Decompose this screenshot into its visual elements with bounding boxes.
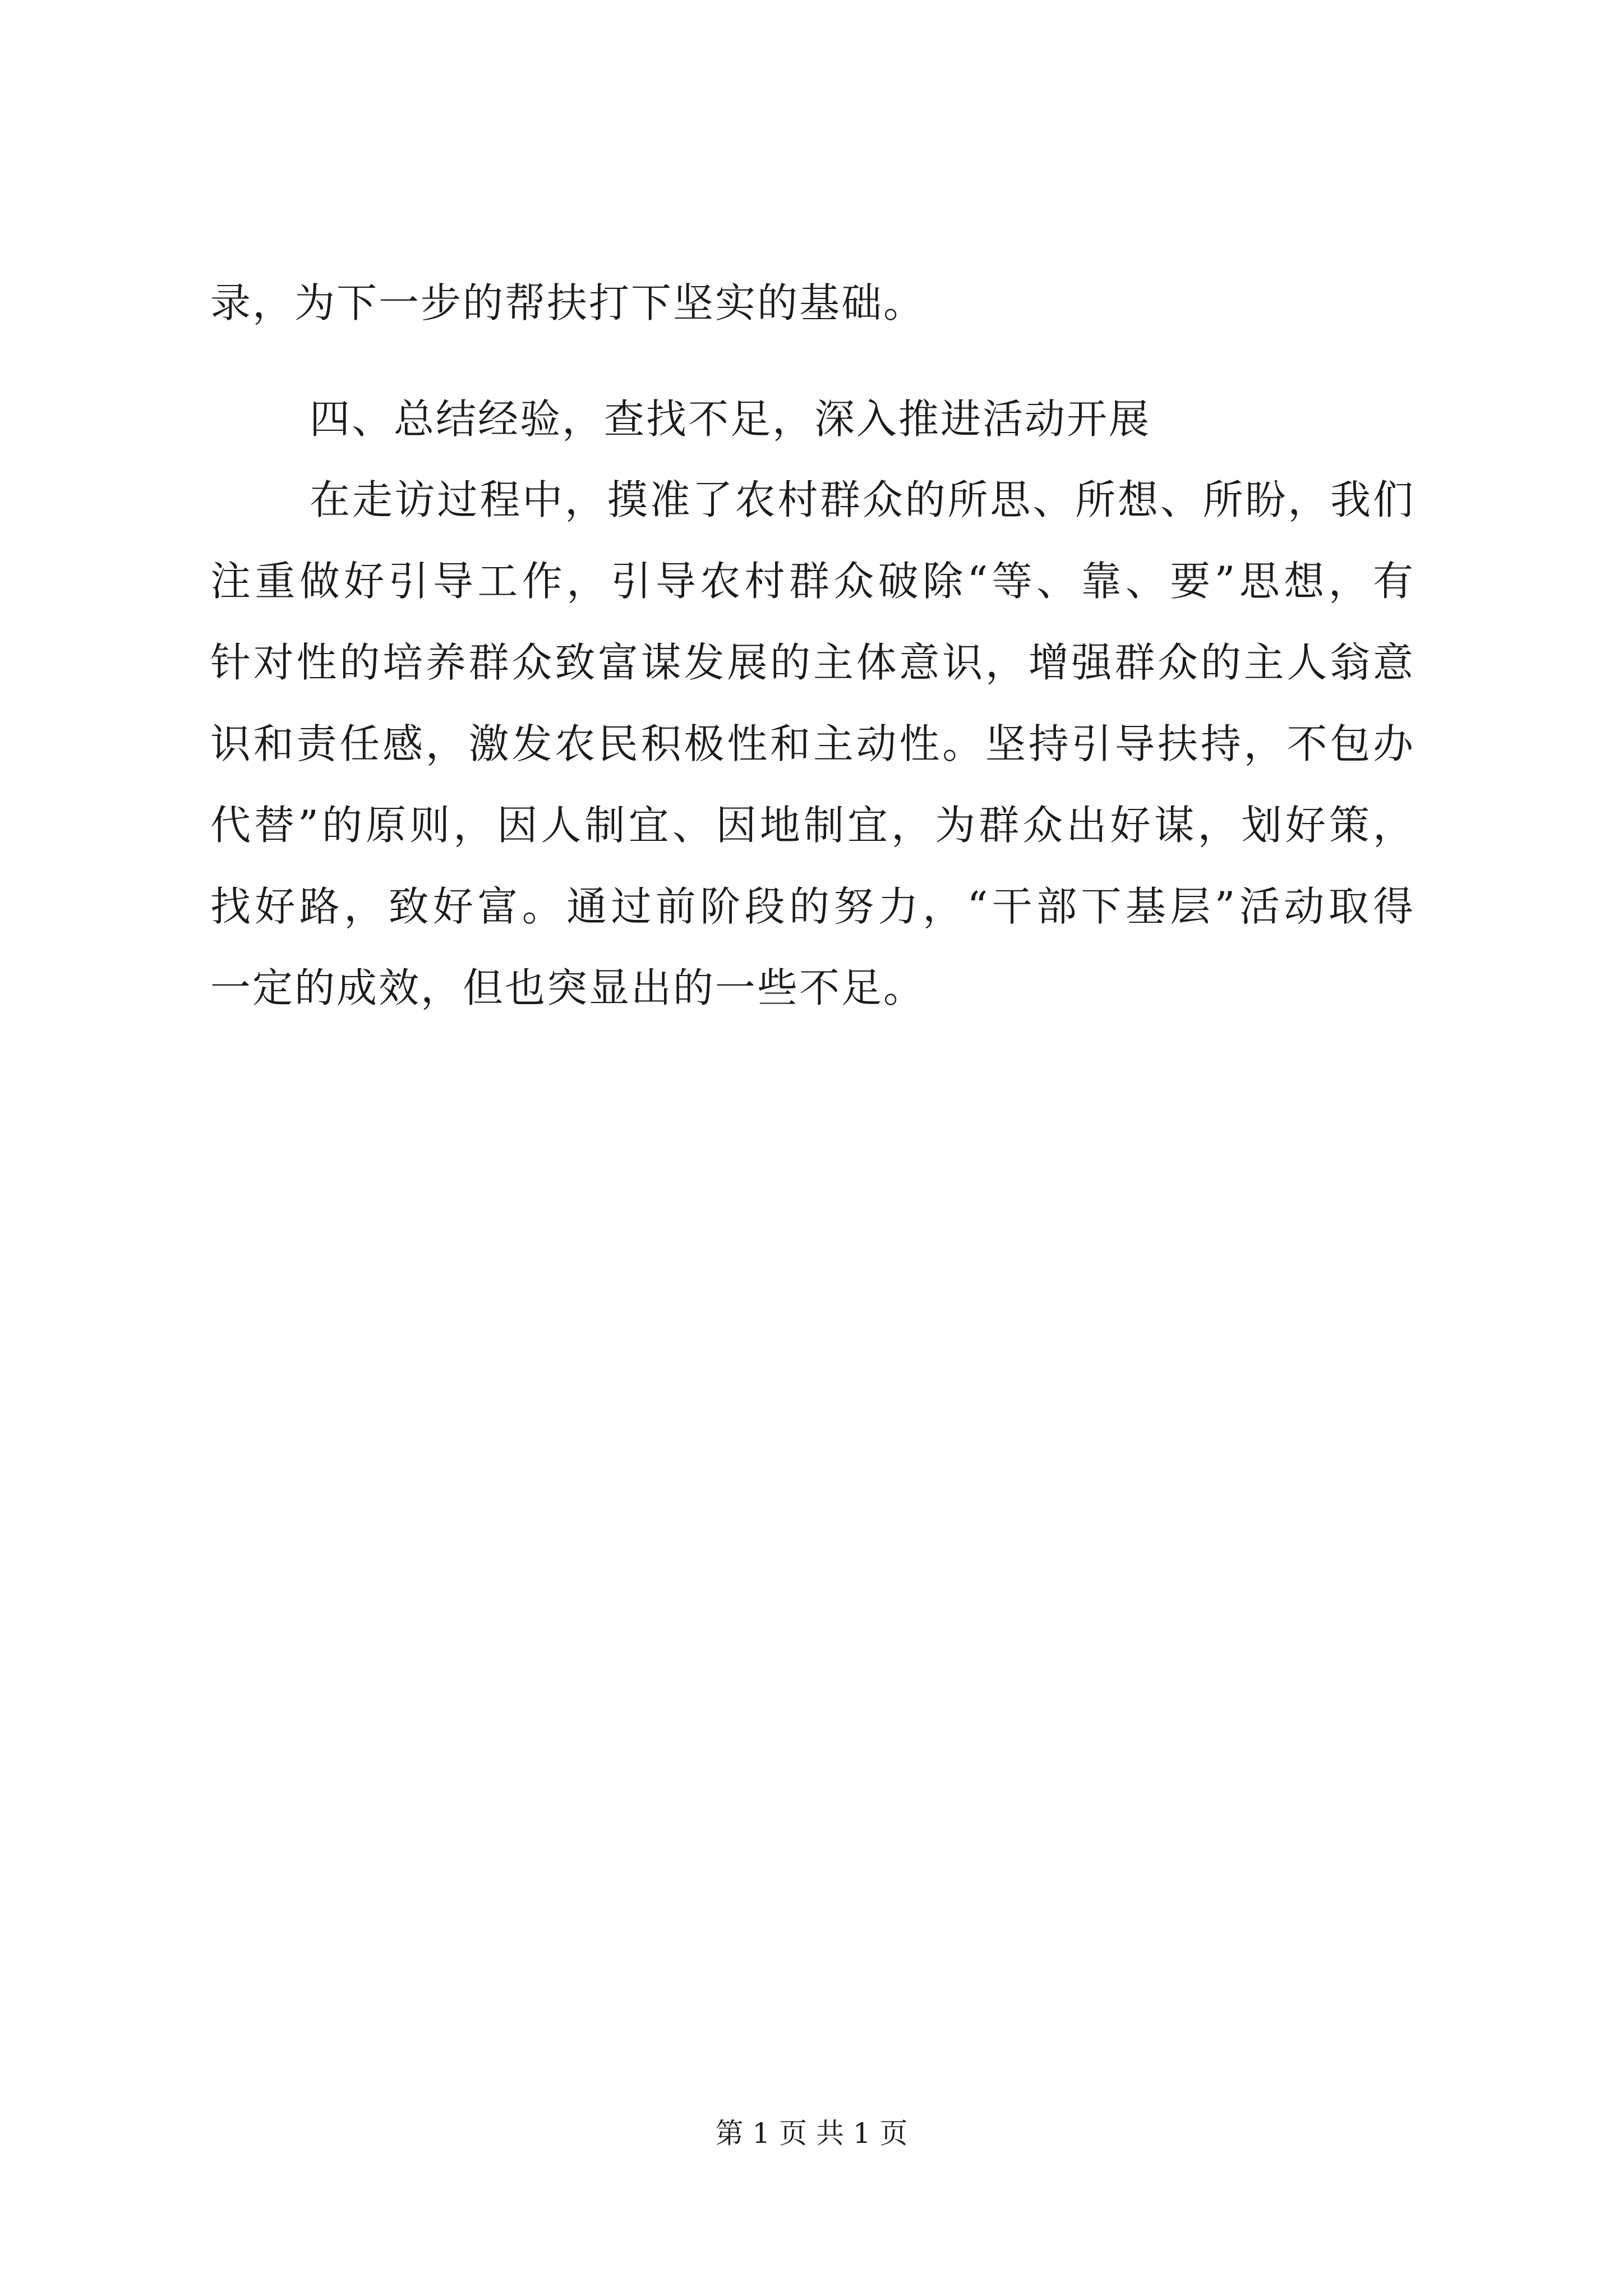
body-line: 找好路，致好富。通过前阶段的努力，“干部下基层”活动取得 — [210, 883, 1413, 930]
body-line: 代替”的原则，因人制宜、因地制宜，为群众出好谋，划好策， — [210, 802, 1413, 849]
body-line: 录，为下一步的帮扶打下坚实的基础。 — [210, 279, 926, 326]
body-line: 一定的成效，但也突显出的一些不足。 — [210, 964, 926, 1011]
body-line: 在走访过程中，摸准了农村群众的所思、所想、所盼，我们 — [310, 476, 1413, 523]
body-line: 注重做好引导工作，引导农村群众破除“等、靠、要”思想，有 — [210, 558, 1413, 605]
body-line: 识和责任感，激发农民积极性和主动性。坚持引导扶持，不包办 — [210, 720, 1413, 767]
section-heading: 四、总结经验，查找不足，深入推进活动开展 — [310, 395, 1151, 443]
page-number-footer: 第 1 页 共 1 页 — [715, 2117, 908, 2150]
body-line: 针对性的培养群众致富谋发展的主体意识，增强群众的主人翁意 — [210, 639, 1413, 686]
